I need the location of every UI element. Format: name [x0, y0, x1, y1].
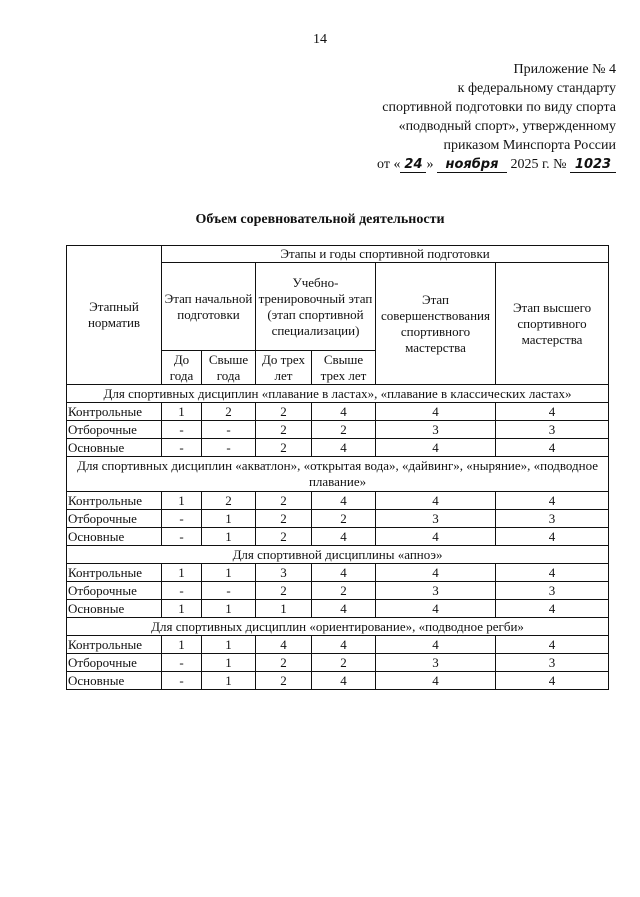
value-cell: 4 — [312, 528, 376, 546]
value-cell: - — [162, 439, 202, 457]
appendix-date-line — [330, 155, 616, 174]
value-cell: 2 — [256, 421, 312, 439]
value-cell: 4 — [376, 636, 496, 654]
table-row — [67, 403, 609, 421]
value-cell: 1 — [162, 492, 202, 510]
value-cell: 1 — [162, 600, 202, 618]
table-row — [67, 528, 609, 546]
row-label: Отборочные — [67, 510, 162, 528]
value-cell: - — [202, 421, 256, 439]
table-row — [67, 654, 609, 672]
row-label: Основные — [67, 600, 162, 618]
row-label: Контрольные — [67, 492, 162, 510]
value-cell: 4 — [496, 672, 609, 690]
row-label: Основные — [67, 439, 162, 457]
row-label: Отборочные — [67, 582, 162, 600]
value-cell: 2 — [202, 492, 256, 510]
section-row — [67, 385, 609, 403]
value-cell: 4 — [496, 403, 609, 421]
value-cell: 1 — [202, 564, 256, 582]
value-cell: 4 — [496, 528, 609, 546]
date-month: ноября — [437, 158, 507, 173]
appendix-line-4: «подводный спорт», утвержденному — [398, 119, 616, 134]
value-cell: 2 — [256, 510, 312, 528]
table-row — [67, 672, 609, 690]
section-row — [67, 618, 609, 636]
section-title: Для спортивной дисциплины «апноэ» — [67, 546, 609, 564]
value-cell: 1 — [202, 600, 256, 618]
value-cell: 3 — [496, 421, 609, 439]
value-cell: 4 — [496, 636, 609, 654]
appendix-line-1: Приложение № 4 — [513, 62, 616, 77]
value-cell: 2 — [312, 421, 376, 439]
value-cell: 4 — [496, 492, 609, 510]
header-stage-initial: Этап начальной подготовки — [162, 263, 256, 351]
norms-table — [66, 245, 609, 690]
date-year: 2025 г. № — [506, 157, 570, 172]
value-cell: 3 — [496, 654, 609, 672]
value-cell: - — [202, 439, 256, 457]
value-cell: 2 — [256, 403, 312, 421]
value-cell: 3 — [376, 421, 496, 439]
value-cell: 1 — [202, 510, 256, 528]
value-cell: 4 — [376, 439, 496, 457]
appendix-line-5: приказом Минспорта России — [443, 138, 616, 153]
value-cell: - — [162, 582, 202, 600]
table-row — [67, 600, 609, 618]
table-row — [67, 421, 609, 439]
table-row — [67, 492, 609, 510]
header-up-to-three: До трех лет — [256, 351, 312, 385]
section-row — [67, 457, 609, 492]
section-title: Для спортивных дисциплин «акватлон», «открытая вода», «дайвинг», «ныряние», «подводное плавание» — [67, 457, 609, 492]
page-number: 14 — [313, 32, 327, 47]
value-cell: 4 — [376, 492, 496, 510]
value-cell: 4 — [496, 564, 609, 582]
table-row — [67, 510, 609, 528]
value-cell: 1 — [162, 403, 202, 421]
value-cell: - — [162, 672, 202, 690]
date-mid: » — [426, 157, 437, 172]
appendix-block — [330, 60, 616, 174]
value-cell: 2 — [256, 439, 312, 457]
header-over-three: Свыше трех лет — [312, 351, 376, 385]
row-label: Контрольные — [67, 403, 162, 421]
value-cell: 1 — [202, 636, 256, 654]
value-cell: - — [162, 654, 202, 672]
header-stages-group: Этапы и годы спортивной подготовки — [162, 246, 609, 263]
header-up-to-year: До года — [162, 351, 202, 385]
value-cell: 4 — [312, 492, 376, 510]
table-row — [67, 439, 609, 457]
header-norm: Этапный норматив — [67, 246, 162, 385]
value-cell: 4 — [376, 403, 496, 421]
value-cell: 2 — [256, 582, 312, 600]
value-cell: 4 — [376, 528, 496, 546]
value-cell: 4 — [376, 672, 496, 690]
table-row — [67, 582, 609, 600]
value-cell: 4 — [496, 600, 609, 618]
value-cell: 1 — [202, 672, 256, 690]
row-label: Отборочные — [67, 654, 162, 672]
row-label: Основные — [67, 528, 162, 546]
norms-table-body — [67, 385, 609, 690]
value-cell: 1 — [256, 600, 312, 618]
header-stage-improvement: Этап совершенствования спортивного мастерства — [376, 263, 496, 385]
appendix-line-2: к федеральному стандарту — [457, 81, 616, 96]
value-cell: 2 — [312, 582, 376, 600]
value-cell: 3 — [376, 654, 496, 672]
value-cell: 1 — [162, 636, 202, 654]
value-cell: 4 — [312, 636, 376, 654]
header-over-year: Свыше года — [202, 351, 256, 385]
value-cell: 2 — [202, 403, 256, 421]
row-label: Отборочные — [67, 421, 162, 439]
value-cell: 4 — [312, 600, 376, 618]
value-cell: 2 — [312, 654, 376, 672]
row-label: Контрольные — [67, 636, 162, 654]
value-cell: 4 — [312, 439, 376, 457]
section-title: Для спортивных дисциплин «ориентирование», «подводное регби» — [67, 618, 609, 636]
value-cell: 4 — [312, 403, 376, 421]
date-day: 24 — [400, 158, 426, 173]
value-cell: 2 — [256, 654, 312, 672]
header-stage-training: Учебно-тренировочный этап (этап спортивной специализации) — [256, 263, 376, 351]
value-cell: 1 — [202, 528, 256, 546]
value-cell: 4 — [376, 564, 496, 582]
header-stage-highest: Этап высшего спортивного мастерства — [496, 263, 609, 385]
value-cell: 4 — [376, 600, 496, 618]
date-prefix: от « — [377, 157, 401, 172]
value-cell: 2 — [256, 672, 312, 690]
appendix-line-3: спортивной подготовки по виду спорта — [382, 100, 616, 115]
value-cell: - — [162, 528, 202, 546]
value-cell: 4 — [256, 636, 312, 654]
value-cell: 3 — [496, 582, 609, 600]
value-cell: - — [202, 582, 256, 600]
order-number: 1023 — [570, 158, 616, 173]
value-cell: 2 — [256, 492, 312, 510]
value-cell: 4 — [312, 672, 376, 690]
value-cell: - — [162, 510, 202, 528]
value-cell: 4 — [312, 564, 376, 582]
value-cell: 1 — [202, 654, 256, 672]
value-cell: 1 — [162, 564, 202, 582]
section-title: Для спортивных дисциплин «плавание в ластах», «плавание в классических ластах» — [67, 385, 609, 403]
document-title: Объем соревновательной деятельности — [195, 212, 445, 227]
value-cell: 3 — [256, 564, 312, 582]
row-label: Основные — [67, 672, 162, 690]
value-cell: 3 — [376, 510, 496, 528]
value-cell: - — [162, 421, 202, 439]
value-cell: 2 — [312, 510, 376, 528]
value-cell: 3 — [376, 582, 496, 600]
value-cell: 4 — [496, 439, 609, 457]
table-row — [67, 636, 609, 654]
table-row — [67, 564, 609, 582]
value-cell: 3 — [496, 510, 609, 528]
row-label: Контрольные — [67, 564, 162, 582]
value-cell: 2 — [256, 528, 312, 546]
section-row — [67, 546, 609, 564]
